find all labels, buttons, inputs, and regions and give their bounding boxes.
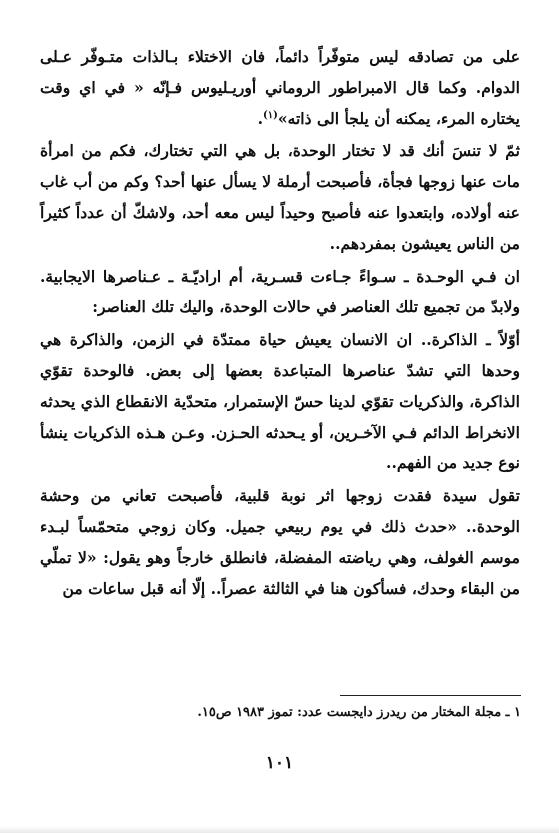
paragraph-3: ان فـي الوحـدة ـ سـواءً جـاءت قسـرية، أم اراديّـة ـ عـناصرها الايجابية. ولابدّ من تجميع تلك العناصر في حالات الوحدة، واليك تلك العناصر: — [40, 266, 520, 317]
footnote-divider — [340, 695, 521, 696]
paragraph-2: ثمّ لا تنسَ أنك قد لا تختار الوحدة، بل هي التي تختارك، فكم من امرأة مات عنها زوجها فجأة، فأصبحت أرملة لا يسأل عنها أحد؟ وكم من أب غاب عنه أولاده، وابتعدوا عنه فأصبح وحيداً ليس معه أحد، ولاشكّ أن عدداً كثيراً من الناس يعيشون بمفردهم.. — [40, 141, 520, 253]
paragraph-4: أوّلاً ـ الذاكرة.. ان الانسان يعيش حياة ممتدّة في الزمن، والذاكرة هي وحدها التي تشدّ عناصرها المتباعدة بعضها إلى بعض. فالوحدة تقوّي الذاكرة، والذكريات تقوّي لدينا حسّ الإستمرار، متحدّية الانقطاع الذي يحدثه الانخراط الدائم فـي الآخـرين، أو يـحدثه الحـزن. وعـن هـذه الذكريات ينشأ نوع جديد من الفهم.. — [40, 330, 520, 473]
main-text — [40, 42, 520, 604]
footnote: ١ ـ مجلة المختار من ريدرز دايجست عدد: تموز ١٩٨٣ ص١٥. — [197, 705, 521, 720]
paragraph-1: على من تصادقه ليس متوفّراً دائماً، فان الاختلاء بـالذات متـوفّر عـلى الدوام. وكما قال الامبراطور الروماني أوريـليوس فـإنّه « في اي وقت يختاره المرء، يمكنه أن يلجأ الى ذاته»$^{(١)}$. — [40, 47, 520, 128]
footnote-marker: (١) — [263, 109, 278, 121]
paragraph-5: تقول سيدة فقدت زوجها اثر نوبة قلبية، فأصبحت تعاني من وحشة الوحدة.. «حدث ذلك في يوم ربيعي جميل. وكان زوجي متحمّساً لبـدء موسم الغولف، وهي رياضته المفضلة، فانطلق خارجاً وهو يقول: «لا تملّي من البقاء وحدك، فسأكون هنا في الثالثة عصراً.. إلّا أنه قبل ساعات من — [40, 486, 520, 598]
scan-edge — [0, 826, 559, 833]
page-number: ١٠١ — [265, 753, 294, 773]
